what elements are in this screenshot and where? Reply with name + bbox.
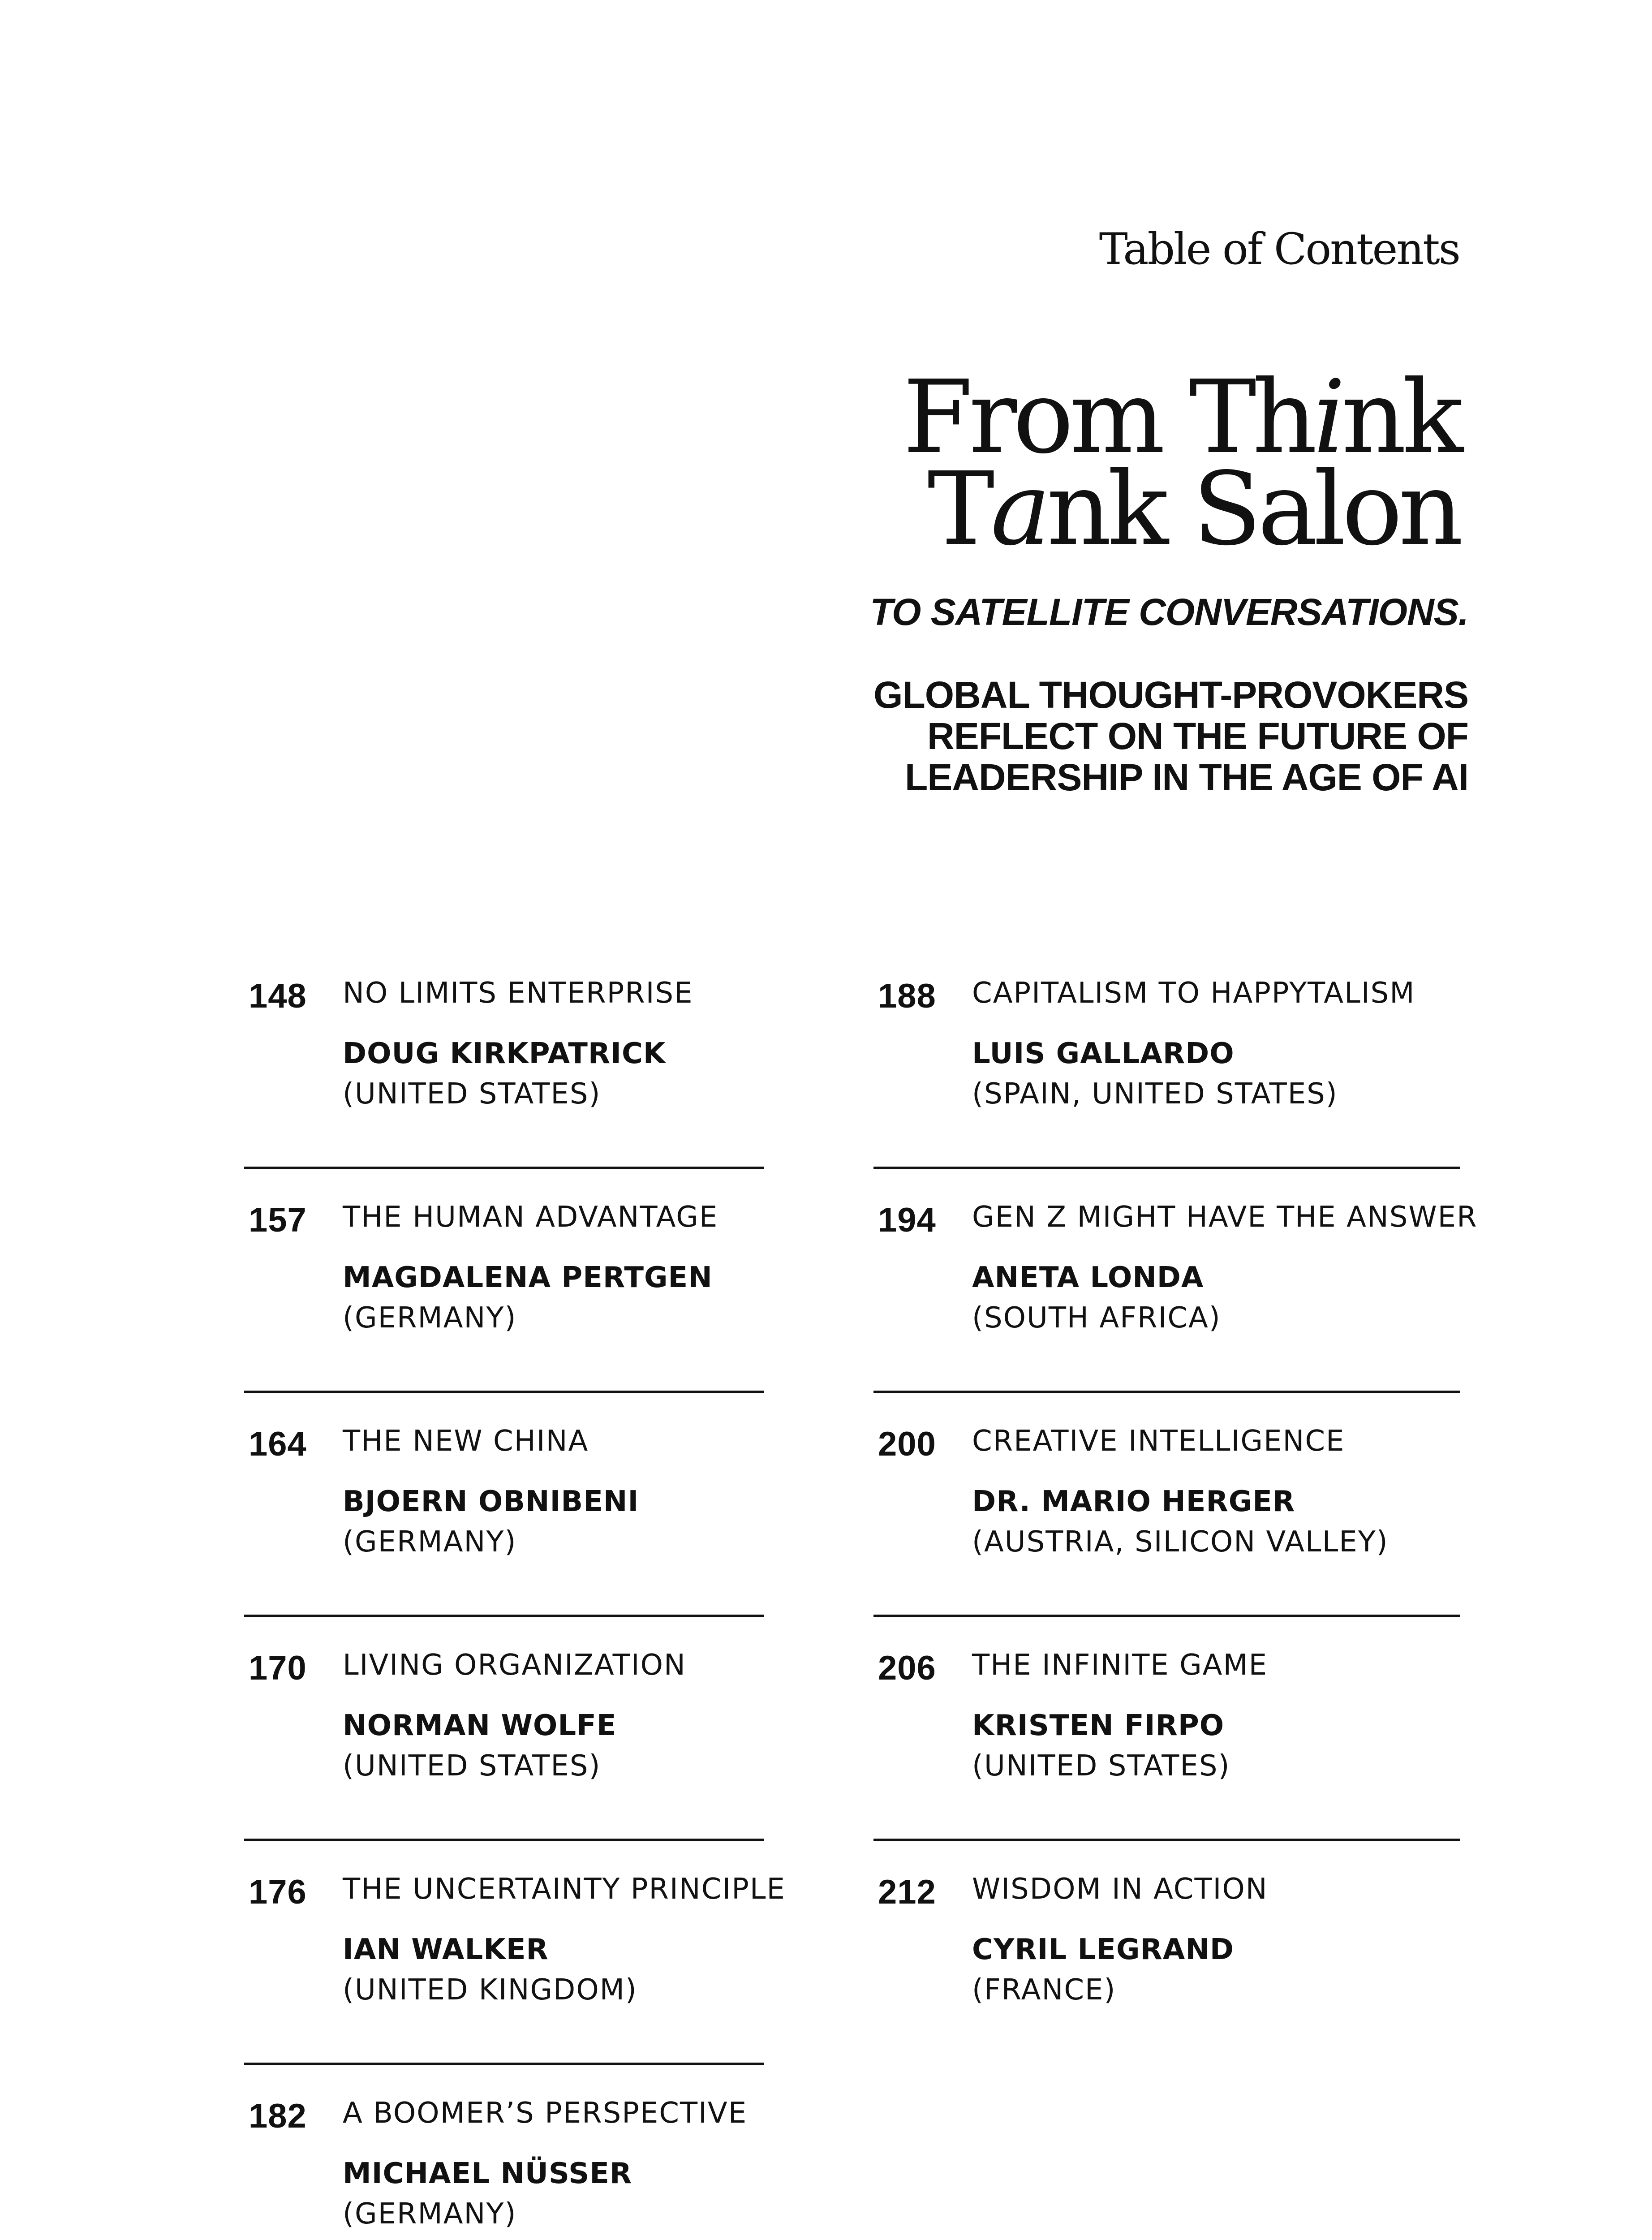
toc-page-number: 206 xyxy=(878,1649,936,1687)
toc-entry-author: BJOERN OBNIBENI xyxy=(343,1485,639,1518)
toc-entry-title: CAPITALISM TO HAPPYTALISM xyxy=(972,977,1415,1010)
toc-entry-author: DR. MARIO HERGER xyxy=(972,1485,1295,1518)
toc-page-number: 148 xyxy=(249,977,307,1015)
toc-entry-title: A BOOMER’S PERSPECTIVE xyxy=(343,2097,748,2130)
toc-page-number: 188 xyxy=(878,977,936,1015)
toc-column-left xyxy=(244,972,786,2240)
toc-column-right xyxy=(873,972,1478,2065)
headline xyxy=(903,359,1459,568)
toc-entry[interactable] xyxy=(244,1420,764,1617)
section-label: Table of Contents xyxy=(1099,224,1459,274)
headline-line-2-part-a: T xyxy=(927,451,991,568)
headline-line-1-part-a: From Th xyxy=(903,359,1313,476)
subtitle: TO SATELLITE CONVERSATIONS. xyxy=(870,591,1468,633)
headline-line-1-italic: i xyxy=(1313,359,1342,476)
toc-entry-author: CYRIL LEGRAND xyxy=(972,1933,1234,1966)
headline-line-2 xyxy=(903,451,1459,568)
toc-entry[interactable] xyxy=(244,1196,764,1393)
toc-entry-author: MICHAEL NÜSSER xyxy=(343,2157,632,2190)
toc-entry-title: NO LIMITS ENTERPRISE xyxy=(343,977,693,1010)
toc-entry[interactable] xyxy=(244,1644,764,1841)
toc-entry-country: (UNITED STATES) xyxy=(343,1749,601,1783)
toc-page-number: 212 xyxy=(878,1873,936,1911)
toc-entry-title: CREATIVE INTELLIGENCE xyxy=(972,1425,1345,1458)
toc-entry-author: DOUG KIRKPATRICK xyxy=(343,1037,666,1070)
tagline-line: LEADERSHIP IN THE AGE OF AI xyxy=(904,756,1468,798)
toc-entry-country: (UNITED STATES) xyxy=(972,1749,1230,1783)
toc-entry-title: WISDOM IN ACTION xyxy=(972,1873,1268,1906)
toc-entry-country: (UNITED KINGDOM) xyxy=(343,1973,637,2007)
toc-entry-author: ANETA LONDA xyxy=(972,1261,1204,1294)
toc-entry[interactable] xyxy=(873,972,1460,1169)
toc-page-number: 170 xyxy=(249,1649,307,1687)
toc-entry-country: (SPAIN, UNITED STATES) xyxy=(972,1077,1338,1111)
toc-entry[interactable] xyxy=(873,1644,1460,1841)
tagline-line: REFLECT ON THE FUTURE OF xyxy=(927,715,1468,757)
toc-page-number: 164 xyxy=(249,1425,307,1463)
toc-entry-title: LIVING ORGANIZATION xyxy=(343,1649,686,1682)
toc-entry-title: THE NEW CHINA xyxy=(343,1425,589,1458)
toc-entry[interactable] xyxy=(244,1868,786,2065)
toc-page-number: 194 xyxy=(878,1201,936,1239)
toc-page-number: 200 xyxy=(878,1425,936,1463)
toc-entry-country: (GERMANY) xyxy=(343,1525,517,1559)
toc-entry-title: GEN Z MIGHT HAVE THE ANSWER xyxy=(972,1201,1478,1234)
toc-entry-author: NORMAN WOLFE xyxy=(343,1709,617,1742)
toc-entry-author: KRISTEN FIRPO xyxy=(972,1709,1225,1742)
toc-entry[interactable] xyxy=(244,972,764,1169)
toc-entry[interactable] xyxy=(873,1868,1460,2065)
toc-entry-title: THE UNCERTAINTY PRINCIPLE xyxy=(343,1873,786,1906)
headline-line-1-part-b: nk xyxy=(1341,359,1459,476)
toc-entry-title: THE INFINITE GAME xyxy=(972,1649,1268,1682)
headline-line-2-part-b: nk Salon xyxy=(1046,451,1459,568)
toc-entry-country: (FRANCE) xyxy=(972,1973,1116,2007)
tagline-line: GLOBAL THOUGHT-PROVOKERS xyxy=(873,674,1468,716)
toc-entry-country: (AUSTRIA, SILICON VALLEY) xyxy=(972,1525,1389,1559)
toc-entry-country: (UNITED STATES) xyxy=(343,1077,601,1111)
toc-entry[interactable] xyxy=(873,1420,1460,1617)
tagline xyxy=(873,674,1468,798)
toc-entry-country: (SOUTH AFRICA) xyxy=(972,1301,1221,1335)
toc-entry-author: LUIS GALLARDO xyxy=(972,1037,1235,1070)
headline-line-2-italic: a xyxy=(990,451,1047,568)
toc-entry-author: MAGDALENA PERTGEN xyxy=(343,1261,713,1294)
headline-line-1 xyxy=(903,359,1459,476)
toc-entry[interactable] xyxy=(873,1196,1478,1393)
toc-page-number: 182 xyxy=(249,2097,307,2135)
toc-entry-country: (GERMANY) xyxy=(343,1301,517,1335)
toc-page-number: 176 xyxy=(249,1873,307,1911)
toc-entry[interactable] xyxy=(244,2092,764,2240)
toc-entry-author: IAN WALKER xyxy=(343,1933,549,1966)
toc-entry-title: THE HUMAN ADVANTAGE xyxy=(343,1201,718,1234)
toc-entry-country: (GERMANY) xyxy=(343,2197,517,2231)
toc-page-number: 157 xyxy=(249,1201,307,1239)
